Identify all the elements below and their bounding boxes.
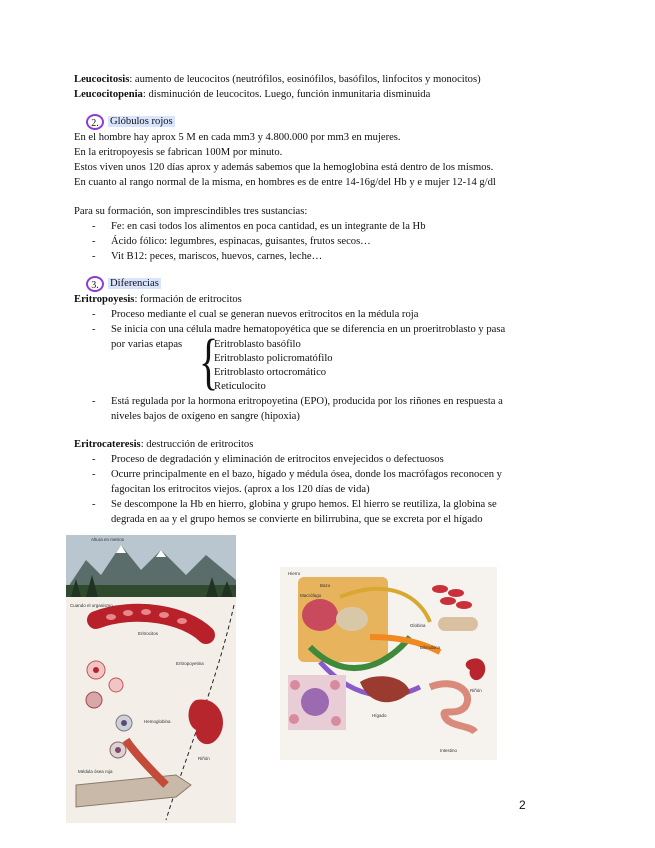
fig-right-label: Bilirrubina [420, 645, 441, 650]
eritrocateresis-term: Eritrocateresis [74, 439, 141, 450]
eritrocateresis-text: : destrucción de eritrocitos [140, 439, 254, 450]
stages-brace: { [199, 326, 219, 397]
eritrocateresis-item-3b: degrada en aa y el grupo hemos se convierte en bilirrubina, que se excreta por el hígado [111, 514, 483, 525]
rbc-line-3: Estos viven unos 120 días aprox y además sabemos que la hemoglobina está dentro de los mismos. [74, 162, 494, 173]
stage-1: Eritroblasto basófilo [214, 339, 301, 350]
erythropoiesis-figure [66, 535, 236, 823]
fig-left-label: Eritrocitos [138, 631, 159, 636]
section-3-number: 3. [86, 276, 104, 292]
eritrocateresis-bullet: - [92, 454, 96, 465]
section-2-title: Glóbulos rojos [110, 115, 173, 127]
eritrocateresis-item-2: Ocurre principalmente en el bazo, hígado y médula ósea, donde los macrófagos reconocen y [111, 469, 502, 480]
stage-4: Reticulocito [214, 381, 266, 392]
eritrocateresis-bullet: - [92, 499, 96, 510]
eritropoyesis-bullet: - [92, 309, 96, 320]
substance-folic: Ácido fólico: legumbres, espinacas, guisantes, frutos secos… [111, 236, 371, 247]
eritropoyesis-bullet: - [92, 396, 96, 407]
formation-intro: Para su formación, son imprescindibles tres sustancias: [74, 206, 308, 217]
eritrocateresis-item-3: Se descompone la Hb en hierro, globina y grupo hemos. El hierro se reutiliza, la globina se [111, 499, 497, 510]
eritropoyesis-text: : formación de eritrocitos [134, 294, 242, 305]
stage-3: Eritroblasto ortocromático [214, 367, 327, 378]
leucopenia-text: : disminución de leucocitos. Luego, función inmunitaria disminuida [142, 89, 431, 100]
section-2-heading [86, 114, 175, 130]
leucopenia-line [74, 88, 430, 103]
eritropoyesis-term: Eritropoyesis [74, 294, 135, 305]
fig-left-label: Médula ósea roja [78, 769, 113, 774]
leucocitosis-text: : aumento de leucocitos (neutrófilos, eosinófilos, basófilos, linfocitos y monocitos) [129, 74, 481, 85]
substance-iron: Fe: en casi todos los alimentos en poca cantidad, es un integrante de la Hb [111, 221, 426, 232]
fig-left-label: Eritropoyetina [176, 661, 204, 666]
fig-right-label: Macrófago [300, 593, 322, 598]
section-2-number: 2. [86, 114, 104, 130]
fig-right-label: Hierro [288, 571, 301, 576]
page-number: 2 [519, 798, 526, 812]
section-3-heading [86, 276, 161, 292]
eritropoyesis-item-3b: niveles bajos de oxígeno en sangre (hipoxia) [111, 411, 300, 422]
leucocitosis-line [74, 73, 481, 88]
eritropoyesis-item-1: Proceso mediante el cual se generan nuevos eritrocitos en la médula roja [111, 309, 419, 320]
rbc-line-1: En el hombre hay aprox 5 M en cada mm3 y 4.800.000 por mm3 en mujeres. [74, 132, 401, 143]
fig-left-label: Riñón [198, 756, 210, 761]
fig-right-label: Bazo [320, 583, 331, 588]
eritrocateresis-figure [280, 567, 497, 760]
stage-2: Eritroblasto policromatófilo [214, 353, 333, 364]
eritrocateresis-item-2b: fagocitan los eritrocitos viejos. (aprox a los 120 días de vida) [111, 484, 370, 495]
eritrocateresis-bullet: - [92, 469, 96, 480]
erythropoiesis-illustration [66, 535, 236, 823]
substance-item: - [92, 236, 96, 247]
eritropoyesis-line [74, 293, 242, 308]
substance-item: - [92, 251, 96, 262]
leucocitosis-term: Leucocitosis [74, 74, 130, 85]
fig-right-label: Hígado [372, 713, 387, 718]
rbc-line-4: En cuanto al rango normal de la misma, en hombres es de entre 14-16g/del Hb y e mujer 12-14 g/dl [74, 177, 496, 188]
fig-left-label: Cuando el organismo [70, 603, 113, 608]
leucopenia-term: Leucocitopenia [74, 89, 143, 100]
eritrocateresis-illustration [280, 567, 497, 760]
eritrocateresis-line [74, 438, 253, 453]
substance-item: - [92, 221, 96, 232]
eritropoyesis-item-2b: por varias etapas [111, 339, 183, 350]
eritropoyesis-item-2: Se inicia con una célula madre hematopoyética que se diferencia en un proeritroblasto y pasa [111, 324, 506, 335]
section-3-title: Diferencias [110, 277, 159, 289]
fig-left-label: Altura en metros [91, 537, 125, 542]
fig-right-label: Globina [410, 623, 426, 628]
fig-right-label: Riñón [470, 688, 482, 693]
eritropoyesis-item-3: Está regulada por la hormona eritropoyetina (EPO), producida por los riñones en respuesta a [111, 396, 503, 407]
fig-left-label: Hemoglobina [144, 719, 171, 724]
eritropoyesis-bullet: - [92, 324, 96, 335]
fig-right-label: Intestino [440, 748, 458, 753]
substance-b12: Vit B12: peces, mariscos, huevos, carnes, leche… [111, 251, 323, 262]
eritrocateresis-item-1: Proceso de degradación y eliminación de eritrocitos envejecidos o defectuosos [111, 454, 444, 465]
rbc-line-2: En la eritropoyesis se fabrican 100M por minuto. [74, 147, 283, 158]
